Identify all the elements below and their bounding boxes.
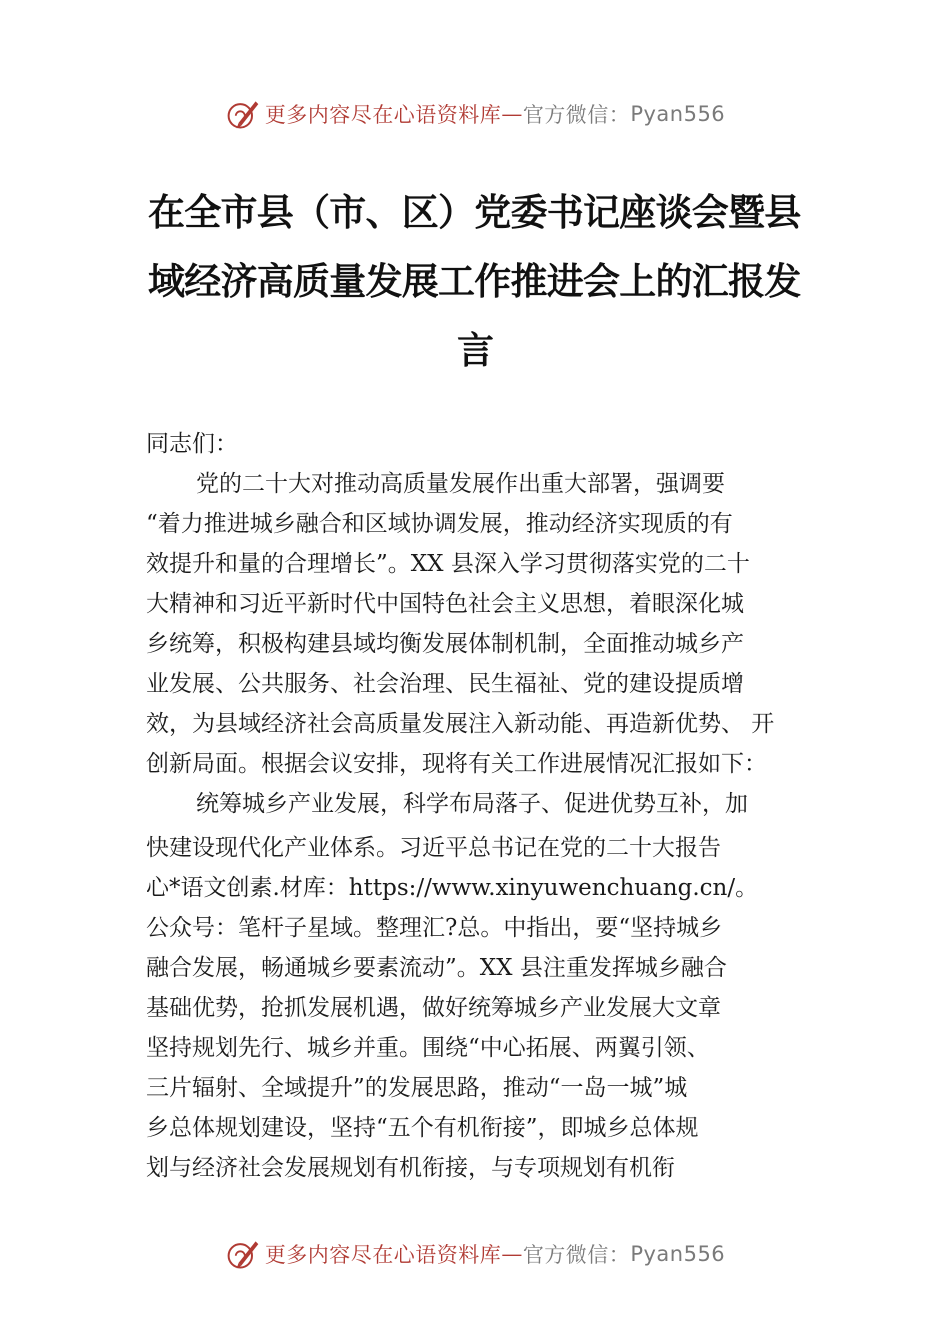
paragraph-line: 大精神和习近平新时代中国特色社会主义思想，着眼深化城 [146, 591, 744, 617]
watermark-wechat-label: 官方微信： [522, 1243, 631, 1267]
paragraph-line: 划与经济社会发展规划有机衔接，与专项规划有机衔 [146, 1155, 675, 1181]
document-body [146, 424, 816, 1188]
title-line: 域经济高质量发展工作推进会上的汇报发 [148, 259, 801, 303]
watermark-header [0, 92, 950, 136]
watermark-separator: — [501, 1242, 523, 1266]
pen-logo-icon [225, 1236, 261, 1272]
pen-logo-icon [225, 96, 261, 132]
inserted-source-line: 心*语文创素.材库：https://www.xinyuwenchuang.cn/。 [146, 875, 759, 901]
title-line: 言 [457, 328, 494, 372]
watermark-footer [0, 1232, 950, 1276]
paragraph-line: 创新局面。根据会议安排，现将有关工作进展情况汇报如下： [146, 751, 767, 777]
watermark-wechat-id: Pyan556 [630, 102, 726, 126]
watermark-separator: — [501, 102, 523, 126]
paragraph-line: 统筹城乡产业发展，科学布局落子、促进优势互补，加 [196, 791, 748, 817]
paragraph-line: 三片辐射、全域提升”的发展思路，推动“一岛一城”城 [146, 1075, 688, 1101]
paragraph-line: 融合发展，畅通城乡要素流动”。XX 县注重发挥城乡融合 [146, 955, 727, 981]
paragraph-line: 党的二十大对推动高质量发展作出重大部署，强调要 [196, 471, 725, 497]
paragraph-line: 坚持规划先行、城乡并重。围绕“中心拓展、两翼引领、 [146, 1035, 710, 1061]
title-line: 在全市县（市、区）党委书记座谈会暨县 [148, 190, 801, 234]
watermark-wechat-id: Pyan556 [630, 1242, 726, 1266]
paragraph-line: 乡统筹，积极构建县域均衡发展体制机制，全面推动城乡产 [146, 631, 744, 657]
salutation: 同志们： [146, 431, 238, 457]
document-title [148, 178, 803, 385]
watermark-brand: 更多内容尽在心语资料库 [264, 103, 502, 127]
paragraph-line: “着力推进城乡融合和区域协调发展，推动经济实现质的有 [146, 511, 733, 537]
watermark-brand: 更多内容尽在心语资料库 [264, 1243, 502, 1267]
paragraph-line: 业发展、公共服务、社会治理、民生福祉、党的建设提质增 [146, 671, 744, 697]
paragraph-line: 效提升和量的合理增长”。XX 县深入学习贯彻落实党的二十 [146, 551, 750, 577]
paragraph-line: 基础优势，抢抓发展机遇，做好统筹城乡产业发展大文章 [146, 995, 721, 1021]
paragraph-line: 效，为县域经济社会高质量发展注入新动能、再造新优势、 开 [146, 711, 775, 737]
watermark-wechat-label: 官方微信： [522, 103, 631, 127]
paragraph-line: 乡总体规划建设，坚持“五个有机衔接”，即城乡总体规 [146, 1115, 699, 1141]
paragraph-line: 快建设现代化产业体系。习近平总书记在党的二十大报告 [146, 835, 721, 861]
paragraph-line: 公众号：笔杆子星域。整理汇?总。中指出，要“坚持城乡 [146, 915, 723, 941]
